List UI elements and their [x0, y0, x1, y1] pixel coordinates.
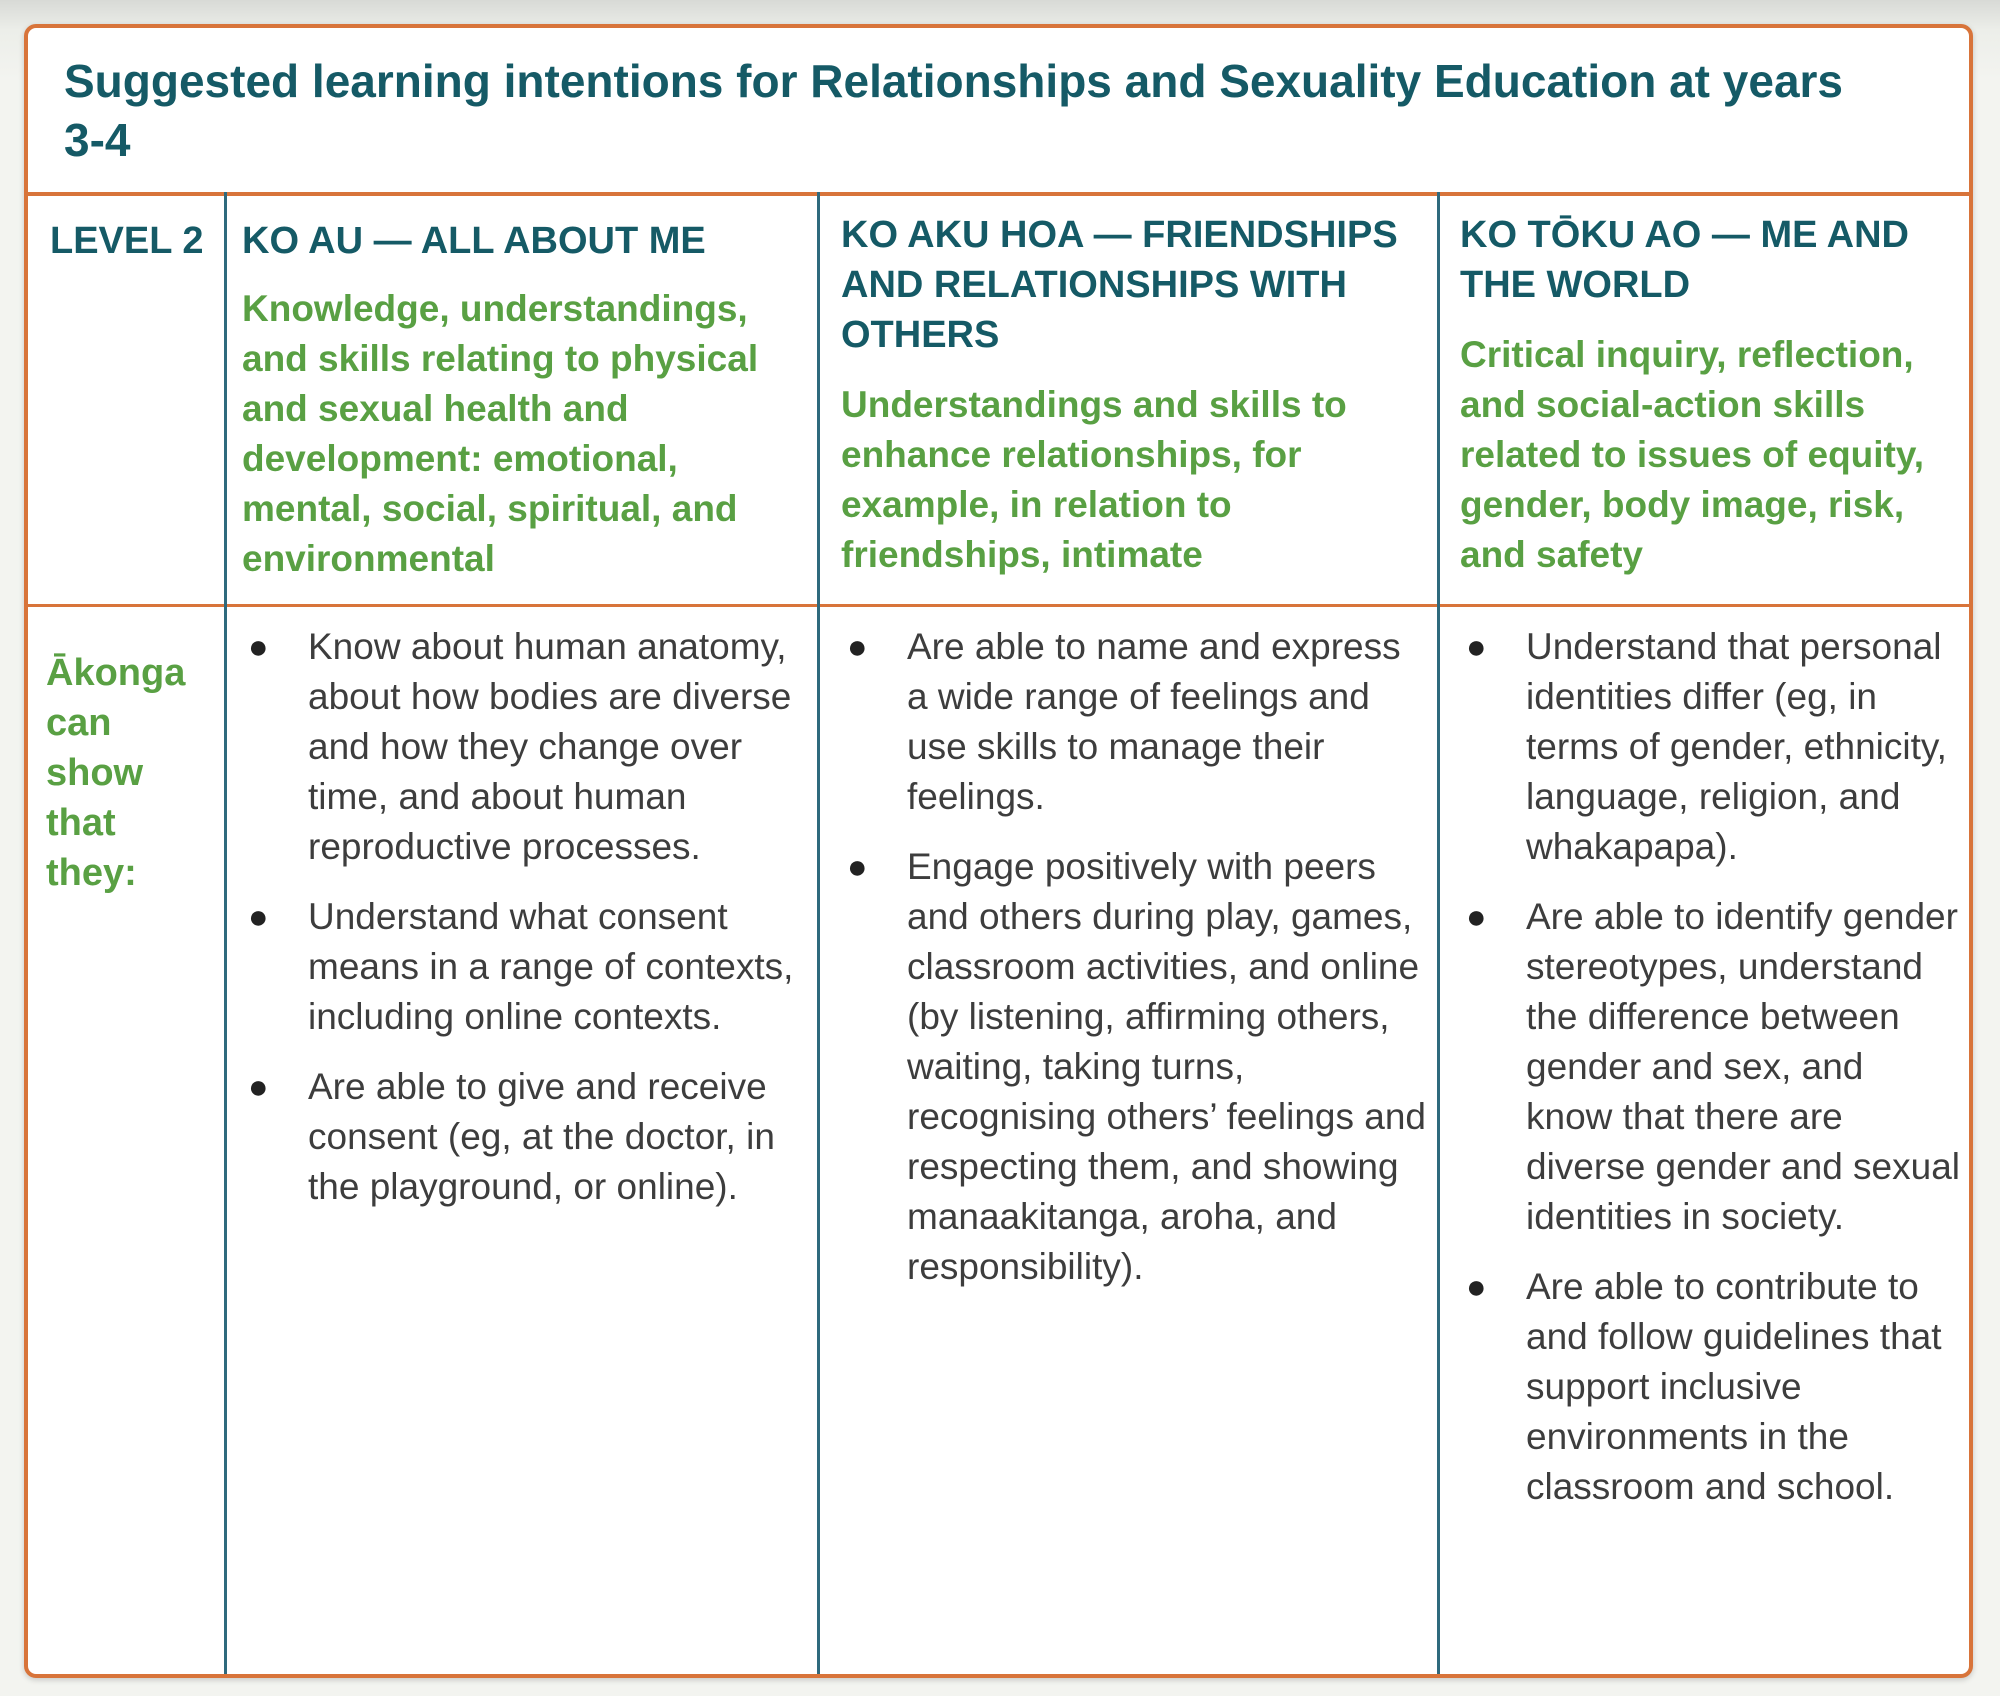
list-item: ● Engage positively with peers and others during play, games, classroom activities, and online (by listening, affirming others, waiting, taking turns, recognising others’ feelings and respecting them, and showing manaakitanga, aroha, and responsibility).: [841, 842, 1431, 1292]
bullet-icon: ●: [1466, 898, 1487, 936]
column-divider: [1437, 192, 1440, 1674]
list-item: ● Are able to identify gender stereotypes, understand the difference between gender and sex, and know that there are diverse gender and sexual identities in society.: [1460, 892, 1960, 1242]
bullet-icon: ●: [1466, 628, 1487, 666]
ko-toku-ao-list: [1460, 622, 1960, 1532]
column-divider: [817, 192, 820, 1674]
learning-intentions-table: [24, 24, 1973, 1678]
list-item: ● Understand what consent means in a range of contexts, including online contexts.: [242, 892, 812, 1042]
column-subheading-ko-au: Knowledge, understandings, and skills relating to physical and sexual health and development: emotional, mental, social, spiritual, and environmental: [242, 288, 759, 579]
column-heading-ko-au: KO AU — ALL ABOUT ME: [242, 220, 706, 262]
list-item: ● Are able to contribute to and follow guidelines that support inclusive environments in the classroom and school.: [1460, 1262, 1960, 1512]
page-title: Suggested learning intentions for Relationships and Sexuality Education at years 3-4: [64, 55, 1844, 166]
bullet-icon: ●: [1466, 1268, 1487, 1306]
outcomes-label: Ākonga can show that they:: [46, 652, 186, 894]
bullet-icon: ●: [248, 628, 269, 666]
column-heading-ko-aku-hoa: KO AKU HOA — FRIENDSHIPS AND RELATIONSHIPS WITH OTHERS: [841, 214, 1398, 356]
bullet-icon: ●: [248, 1068, 269, 1106]
title-box: [28, 28, 1969, 196]
ko-au-list: [242, 622, 812, 1232]
ko-aku-hoa-list: [841, 622, 1431, 1312]
column-subheading-ko-toku-ao: Critical inquiry, reflection, and social-action skills related to issues of equity, gender, body image, risk, and safety: [1460, 334, 1924, 575]
level-label: LEVEL 2: [50, 220, 204, 262]
bullet-icon: ●: [248, 898, 269, 936]
bullet-icon: ●: [847, 628, 868, 666]
list-item: ● Are able to give and receive consent (eg, at the doctor, in the playground, or online).: [242, 1062, 812, 1212]
column-divider: [224, 192, 227, 1674]
bullet-icon: ●: [847, 848, 868, 886]
list-item: ● Are able to name and express a wide range of feelings and use skills to manage their feelings.: [841, 622, 1431, 822]
column-subheading-ko-aku-hoa: Understandings and skills to enhance relationships, for example, in relation to friendships, intimate: [841, 384, 1347, 575]
row-divider: [28, 604, 1969, 607]
list-item: ● Understand that personal identities differ (eg, in terms of gender, ethnicity, language, religion, and whakapapa).: [1460, 622, 1960, 872]
column-heading-ko-toku-ao: KO TŌKU AO — ME AND THE WORLD: [1460, 214, 1909, 306]
list-item: ● Know about human anatomy, about how bodies are diverse and how they change over time, and about human reproductive processes.: [242, 622, 812, 872]
